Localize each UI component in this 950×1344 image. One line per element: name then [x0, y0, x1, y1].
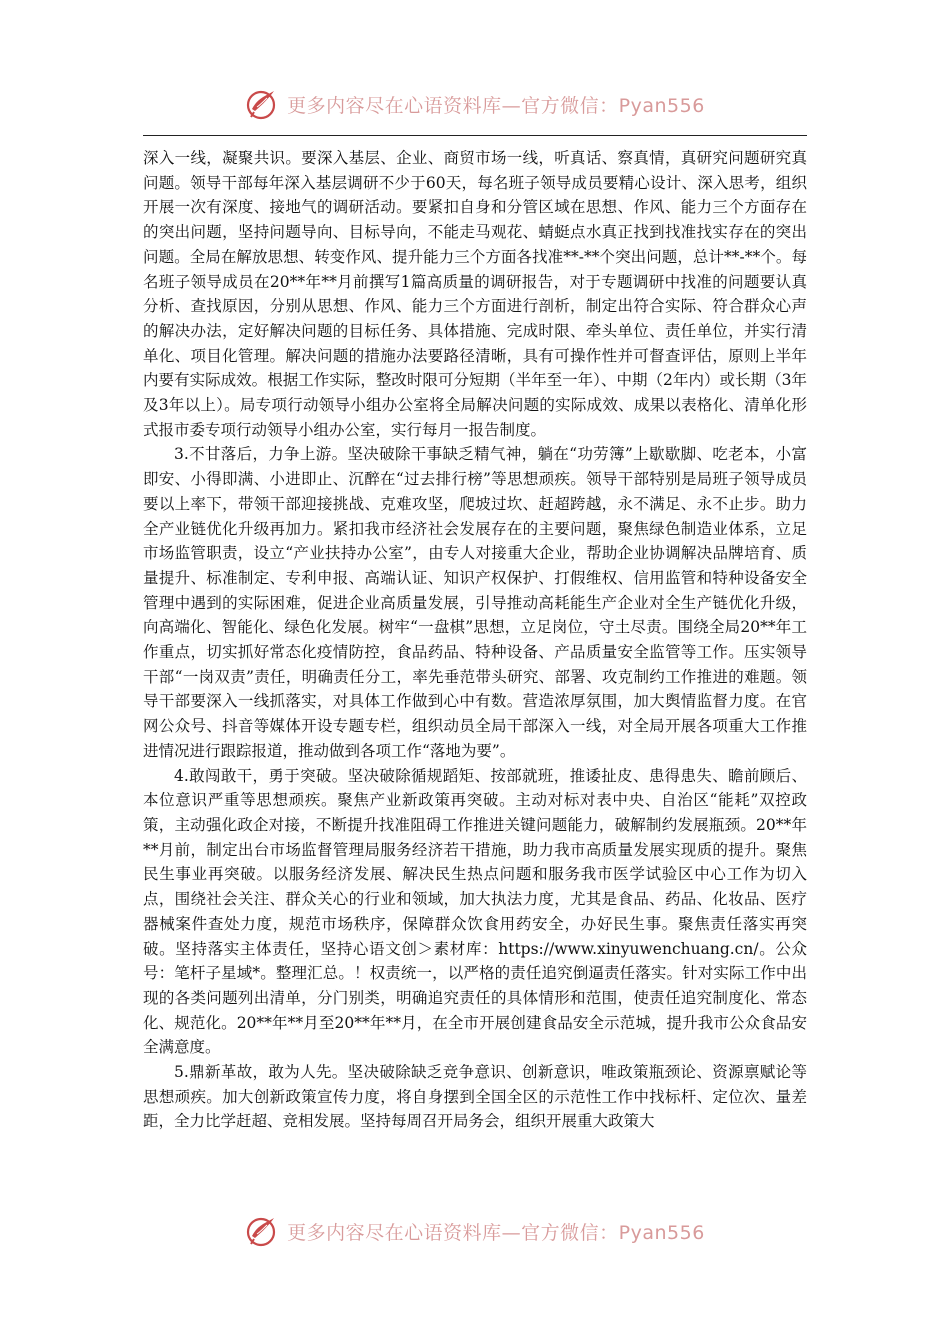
paragraph-3: 4.敢闯敢干，勇于突破。坚决破除循规蹈矩、按部就班，推诿扯皮、患得患失、瞻前顾后、本位意识严重等思想顽疾。聚焦产业新政策再突破。主动对标对表中央、自治区“能耗”双控政策，主动强化政企对接，不断提升找准阻碍工作推进关键问题能力，破解制约发展瓶颈。20**年**月前，制定出台市场监督管理局服务经济若干措施，助力我市高质量发展实现质的提升。聚焦民生事业再突破。以服务经济发展、解决民生热点问题和服务我市医学试验区中心工作为切入点，围绕社会关注、群众关心的行业和领域，加大执法力度，尤其是食品、药品、化妆品、医疗器械案件查处力度，规范市场秩序，保障群众饮食用药安全，办好民生事。聚焦责任落实再突破。坚持落实主体责任，坚持心语文创＞素材库：https://www.xinyuwenchuang.cn/。公众号：笔杆子星域*。整理汇总。！权责统一，以严格的责任追究倒逼责任落实。针对实际工作中出现的各类问题列出清单，分门别类，明确追究责任的具体情形和范围，使责任追究制度化、常态化、规范化。20**年**月至20**年**月，在全市开展创建食品安全示范城，提升我市公众食品安全满意度。: [143, 766, 807, 1057]
footer-banner: [0, 1209, 950, 1253]
header-banner: [0, 82, 950, 126]
banner-slogan: 更多内容尽在心语资料库—官方微信：: [287, 94, 619, 117]
wechat-id: Pyan556: [618, 1221, 705, 1244]
banner-slogan: 更多内容尽在心语资料库—官方微信：: [287, 1221, 619, 1244]
quill-scroll-icon: [245, 87, 279, 121]
paragraph-1: 深入一线，凝聚共识。要深入基层、企业、商贸市场一线，听真话、察真情，真研究问题研究真问题。领导干部每年深入基层调研不少于60天，每名班子领导成员要精心设计、深入思考，组织开展一次有深度、接地气的调研活动。要紧扣自身和分管区域在思想、作风、能力三个方面存在的突出问题，坚持问题导向、目标导向，不能走马观花、蜻蜓点水真正找到找准找实存在的突出问题。全局在解放思想、转变作风、提升能力三个方面各找准**-**个突出问题，总计**-**个。每名班子领导成员在20**年**月前撰写1篇高质量的调研报告，对于专题调研中找准的问题要认真分析、查找原因，分别从思想、作风、能力三个方面进行剖析，制定出符合实际、符合群众心声的解决办法，定好解决问题的目标任务、具体措施、完成时限、牵头单位、责任单位，并实行清单化、项目化管理。解决问题的措施办法要路径清晰，具有可操作性并可督查评估，原则上半年内要有实际成效。根据工作实际，整改时限可分短期（半年至一年）、中期（2年内）或长期（3年及3年以上）。局专项行动领导小组办公室将全局解决问题的实际成效、成果以表格化、清单化形式报市委专项行动领导小组办公室，实行每月一报告制度。: [143, 149, 807, 439]
document-body: [143, 146, 807, 1134]
wechat-id: Pyan556: [618, 94, 705, 117]
banner-text: [287, 1218, 705, 1245]
banner-text: [287, 91, 705, 118]
paragraph-4: 5.鼎新革故，敢为人先。坚决破除缺乏竞争意识、创新意识，唯政策瓶颈论、资源禀赋论等思想顽疾。加大创新政策宣传力度，将自身摆到全国全区的示范性工作中找标杆、定位次、量差距，全力比学赶超、竞相发展。坚持每周召开局务会，组织开展重大政策大: [143, 1063, 807, 1131]
header-rule: [143, 135, 807, 136]
quill-scroll-icon: [245, 1214, 279, 1248]
paragraph-2: 3.不甘落后，力争上游。坚决破除干事缺乏精气神，躺在“功劳簿”上歇歇脚、吃老本，小富即安、小得即满、小进即止、沉醉在“过去排行榜”等思想顽疾。领导干部特别是局班子领导成员要以上率下，带领干部迎接挑战、克难攻坚，爬坡过坎、赶超跨越，永不满足、永不止步。助力全产业链优化升级再加力。紧扣我市经济社会发展存在的主要问题，聚焦绿色制造业体系，立足市场监管职责，设立“产业扶持办公室”，由专人对接重大企业，帮助企业协调解决品牌培育、质量提升、标准制定、专利申报、高端认证、知识产权保护、打假维权、信用监管和特种设备安全管理中遇到的实际困难，促进企业高质量发展，引导推动高耗能生产企业对全生产链优化升级，向高端化、智能化、绿色化发展。树牢“一盘棋”思想，立足岗位，守土尽责。围绕全局20**年工作重点，切实抓好常态化疫情防控，食品药品、特种设备、产品质量安全监管等工作。压实领导干部“一岗双责”责任，明确责任分工，率先垂范带头研究、部署、攻克制约工作推进的难题。领导干部要深入一线抓落实，对具体工作做到心中有数。营造浓厚氛围，加大舆情监督力度。在官网公众号、抖音等媒体开设专题专栏，组织动员全局干部深入一线，对全局开展各项重大工作推进情况进行跟踪报道，推动做到各项工作“落地为要”。: [143, 445, 807, 760]
